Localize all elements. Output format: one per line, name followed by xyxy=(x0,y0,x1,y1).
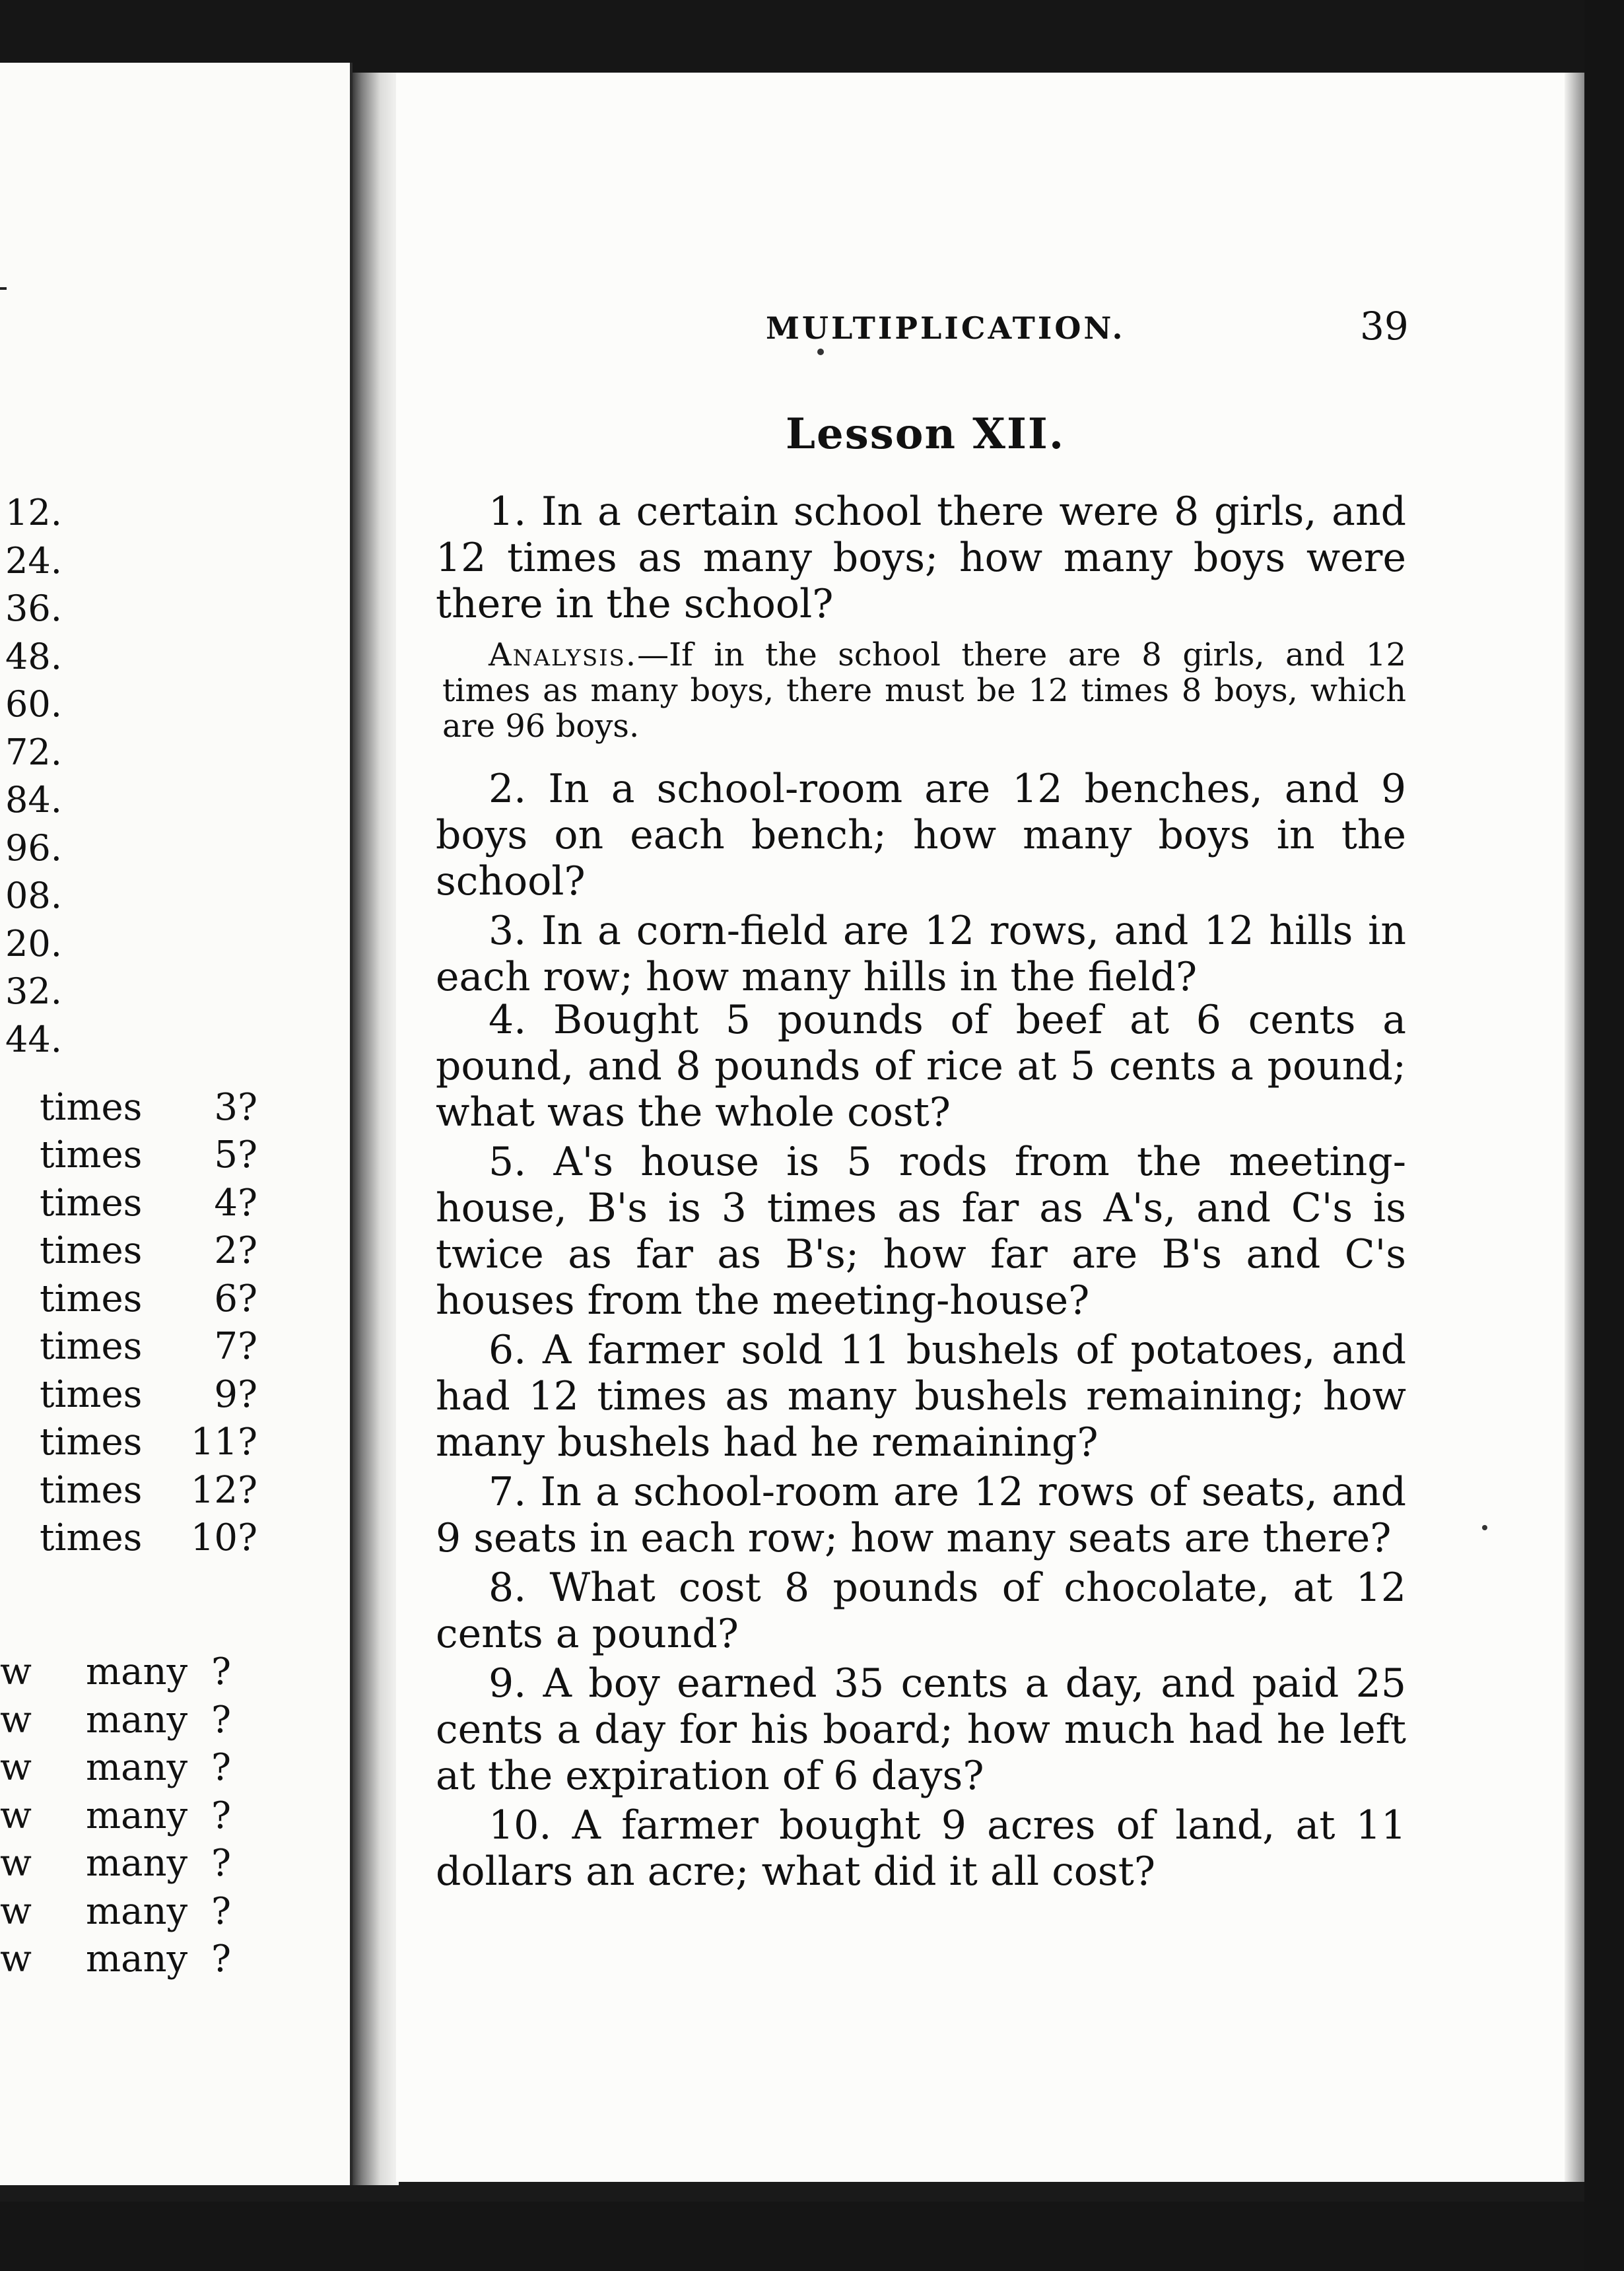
analysis-note xyxy=(442,637,1406,744)
page-number: 39 xyxy=(1360,304,1409,349)
times-word: times xyxy=(40,1182,143,1225)
how-many-row xyxy=(0,1938,238,1981)
how-many-row xyxy=(0,1794,238,1837)
result-line: 20. xyxy=(5,923,62,965)
problem-2: 2. In a school-room are 12 benches, and 9 boys on each bench; how many boys in the school? xyxy=(436,766,1406,904)
result-line: 96. xyxy=(5,827,62,869)
left-page xyxy=(0,63,353,2185)
times-word: times xyxy=(40,1516,143,1559)
analysis-text: —If in the school there are 8 girls, and 12 times as many boys, there must be 12 times 8 boys, which are 96 boys. xyxy=(442,636,1406,745)
result-line: 08. xyxy=(5,875,62,916)
scan-frame-right xyxy=(1584,0,1624,2271)
many-word: many xyxy=(86,1746,188,1789)
analysis-label: Analysis. xyxy=(489,636,638,673)
times-row xyxy=(40,1373,257,1416)
times-number: 12 xyxy=(190,1469,238,1512)
result-line: 44. xyxy=(5,1019,62,1060)
problem-5: 5. A's house is 5 rods from the meeting-house, B's is 3 times as far as A's, and C's is twice as far as B's; how far are B's and C's houses from the meeting-house? xyxy=(436,1139,1406,1324)
times-word: times xyxy=(40,1086,143,1129)
how-many-row xyxy=(0,1842,238,1885)
question-mark: ? xyxy=(211,1890,232,1933)
scan-frame-bottom xyxy=(0,2202,1624,2271)
times-number: 5 xyxy=(214,1134,238,1176)
many-word: many xyxy=(86,1890,188,1933)
times-number: 7 xyxy=(214,1325,238,1368)
times-word: times xyxy=(40,1325,143,1368)
times-number: 11 xyxy=(190,1421,238,1464)
question-mark: ? xyxy=(237,1469,257,1512)
many-word: many xyxy=(86,1699,188,1742)
times-word: times xyxy=(40,1421,143,1464)
times-number: 3 xyxy=(214,1086,238,1129)
page-edge-shadow xyxy=(1565,73,1584,2182)
result-line: 48. xyxy=(5,636,62,677)
how-fragment: w xyxy=(0,1938,32,1981)
result-line: 32. xyxy=(5,970,62,1012)
times-number: 4 xyxy=(214,1182,238,1225)
how-fragment: w xyxy=(0,1699,32,1742)
times-word: times xyxy=(40,1134,143,1176)
how-fragment: w xyxy=(0,1794,32,1837)
question-mark: ? xyxy=(237,1373,257,1416)
running-head: MULTIPLICATION. xyxy=(766,310,1126,346)
how-fragment: w xyxy=(0,1746,32,1789)
how-many-row xyxy=(0,1699,238,1742)
result-line: 24. xyxy=(5,540,62,582)
times-row xyxy=(40,1325,257,1368)
times-row xyxy=(40,1086,257,1129)
question-mark: ? xyxy=(211,1699,232,1742)
how-fragment: w xyxy=(0,1842,32,1885)
question-mark: ? xyxy=(237,1229,257,1272)
result-line: 12. xyxy=(5,492,62,533)
lesson-title: Lesson XII. xyxy=(786,409,1066,459)
how-fragment: w xyxy=(0,1890,32,1933)
times-row xyxy=(40,1182,257,1225)
question-mark: ? xyxy=(211,1746,232,1789)
question-mark: ? xyxy=(237,1182,257,1225)
how-fragment: w xyxy=(0,1650,32,1693)
times-row xyxy=(40,1516,257,1559)
book-gutter xyxy=(353,73,399,2185)
problem-9: 9. A boy earned 35 cents a day, and paid 25 cents a day for his board; how much had he left at the expiration of 6 days? xyxy=(436,1660,1406,1799)
how-many-row xyxy=(0,1650,238,1693)
many-word: many xyxy=(86,1650,188,1693)
result-line: 72. xyxy=(5,731,62,773)
many-word: many xyxy=(86,1842,188,1885)
question-mark: ? xyxy=(237,1421,257,1464)
ink-speck xyxy=(1482,1525,1487,1530)
question-mark: ? xyxy=(237,1086,257,1129)
question-mark: ? xyxy=(211,1650,232,1693)
problem-7: 7. In a school-room are 12 rows of seats, and 9 seats in each row; how many seats are there? xyxy=(436,1469,1406,1561)
question-mark: ? xyxy=(211,1794,232,1837)
question-mark: ? xyxy=(237,1516,257,1559)
question-mark: ? xyxy=(237,1134,257,1176)
question-mark: ? xyxy=(237,1277,257,1320)
problem-8: 8. What cost 8 pounds of chocolate, at 12 cents a pound? xyxy=(436,1565,1406,1657)
question-mark: ? xyxy=(211,1842,232,1885)
times-word: times xyxy=(40,1277,143,1320)
times-word: times xyxy=(40,1373,143,1416)
times-row xyxy=(40,1421,257,1464)
times-word: times xyxy=(40,1469,143,1512)
problem-3: 3. In a corn-field are 12 rows, and 12 hills in each row; how many hills in the field? xyxy=(436,908,1406,1000)
problem-4: 4. Bought 5 pounds of beef at 6 cents a pound, and 8 pounds of rice at 5 cents a pound; what was the whole cost? xyxy=(436,997,1406,1136)
many-word: many xyxy=(86,1794,188,1837)
result-line: 36. xyxy=(5,588,62,629)
problem-1: 1. In a certain school there were 8 girls, and 12 times as many boys; how many boys were there in the school? xyxy=(436,489,1406,627)
scan-frame-top xyxy=(0,0,1624,73)
question-mark: ? xyxy=(211,1938,232,1981)
times-row xyxy=(40,1469,257,1512)
ink-speck xyxy=(817,349,824,355)
result-line: 60. xyxy=(5,683,62,725)
problem-6: 6. A farmer sold 11 bushels of potatoes, and had 12 times as many bushels remaining; how many bushels had he remaining? xyxy=(436,1327,1406,1466)
times-row xyxy=(40,1229,257,1272)
how-many-row xyxy=(0,1746,238,1789)
how-many-row xyxy=(0,1890,238,1933)
times-row xyxy=(40,1277,257,1320)
problem-10: 10. A farmer bought 9 acres of land, at 11 dollars an acre; what did it all cost? xyxy=(436,1802,1406,1895)
question-mark: ? xyxy=(237,1325,257,1368)
times-number: 10 xyxy=(190,1516,238,1559)
times-number: 6 xyxy=(214,1277,238,1320)
result-line: 84. xyxy=(5,779,62,821)
margin-mark xyxy=(0,287,7,290)
times-row xyxy=(40,1134,257,1176)
times-word: times xyxy=(40,1229,143,1272)
times-number: 9 xyxy=(214,1373,238,1416)
times-number: 2 xyxy=(214,1229,238,1272)
many-word: many xyxy=(86,1938,188,1981)
